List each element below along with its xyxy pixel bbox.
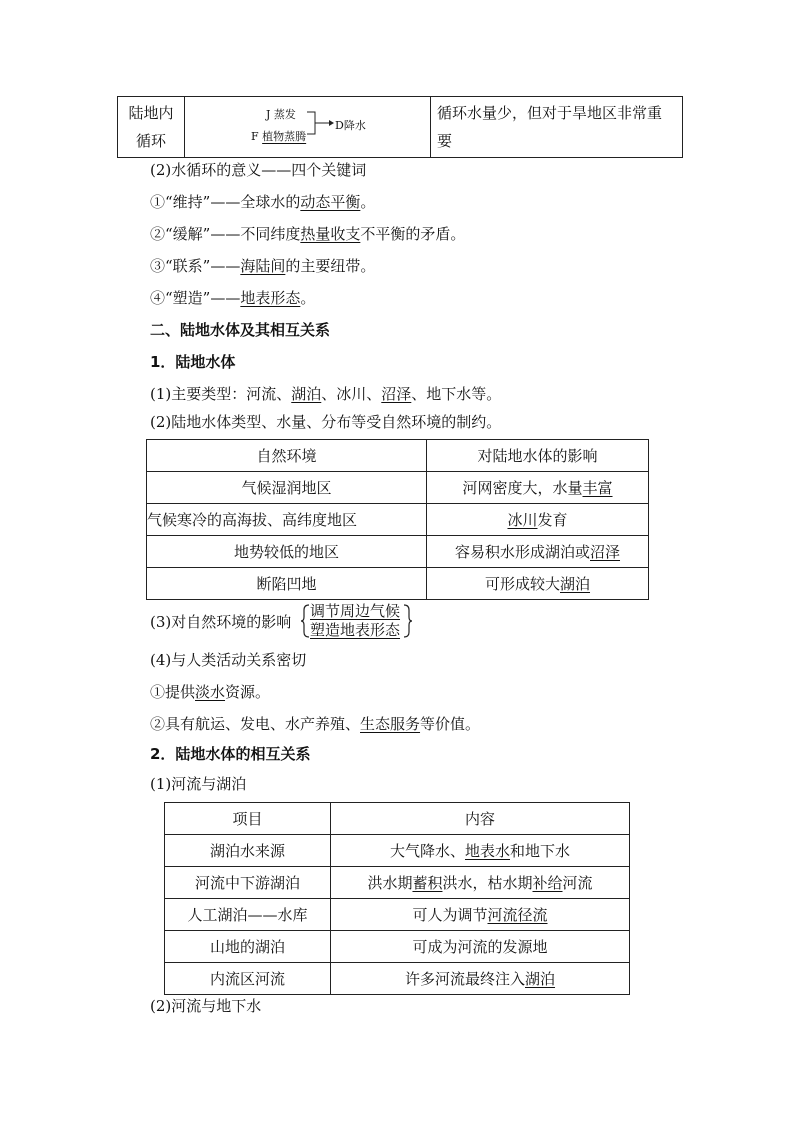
item-text: ①“维持”——全球水的 [150,193,301,211]
table-cell: 地势较低的地区 [147,536,427,568]
item-text: ②“缓解”——不同纬度 [150,225,301,243]
table-cell [331,899,630,931]
table-row [147,536,649,568]
key-term: 湖泊 [525,970,556,988]
column-header: 自然环境 [147,440,427,472]
significance-item-2 [150,224,465,244]
key-term: 湖泊 [560,575,591,593]
table-cell: 河流中下游湖泊 [165,867,331,899]
table-row [147,568,649,600]
cycle-description-cell [431,97,683,158]
table-row [118,97,683,158]
item-text: ③“联系”—— [150,257,241,275]
cell-text: 可人为调节 [412,906,488,924]
cell-text: 和地下水 [510,842,571,860]
diagram-transpiration-row [251,128,306,144]
impact-lead: (3)对自然环境的影响 [150,613,292,631]
table-cell [331,835,630,867]
key-term: 地表形态 [240,289,301,307]
key-term: 补给 [532,874,563,892]
item-text: 的主要纽带。 [285,257,376,275]
column-header: 对陆地水体的影响 [427,440,649,472]
impact-items [310,602,400,640]
subsection-title: 1．陆地水体 [150,353,236,371]
river-groundwater-heading: (2)河流与地下水 [150,997,262,1015]
table-cell: 断陷凹地 [147,568,427,600]
table-row [165,963,630,995]
diagram-evaporation: J 蒸发 [266,108,296,121]
significance-item-4 [150,288,315,308]
table-row [165,867,630,899]
key-term: 丰富 [582,479,613,497]
key-term: 沼泽 [590,543,621,561]
table-cell: 湖泊水来源 [165,835,331,867]
cell-text: 可成为河流的发源地 [412,938,548,956]
cycle-label-line1: 陆地内 [128,104,174,122]
item-text: ①提供 [150,683,196,701]
table-row [165,835,630,867]
human-heading: (4)与人类活动关系密切 [150,651,307,669]
item-text: 资源。 [225,683,271,701]
table-cell [331,931,630,963]
item-text: 、冰川、 [321,385,382,403]
river-lake-heading: (1)河流与湖泊 [150,775,247,793]
table-cell [427,504,649,536]
key-term: 冰川 [507,511,538,529]
cell-text: 可形成较大 [484,575,560,593]
right-brace-icon [403,604,413,638]
human-item-1 [150,682,270,702]
cell-text: 容易积水形成湖泊或 [454,543,590,561]
table-cell [331,867,630,899]
key-term: 热量收支 [300,225,361,243]
key-term: 淡水 [195,683,226,701]
cell-text: 许多河流最终注入 [404,970,525,988]
table-cell: 山地的湖泊 [165,931,331,963]
item-text: 等价值。 [420,715,481,733]
table-cell [427,472,649,504]
cell-text: 发育 [537,511,568,529]
item-text: ②具有航运、发电、水产养殖、 [150,715,361,733]
human-item-2 [150,714,480,734]
main-types [150,384,501,404]
cell-text: 河网密度大，水量 [462,479,583,497]
item-text: (1)主要类型：河流、 [150,385,292,403]
table-cell [331,963,630,995]
table-cell [427,568,649,600]
key-term: 海陆间 [240,257,286,275]
table-cell [427,536,649,568]
item-text: 不平衡的矛盾。 [360,225,466,243]
table-row [165,931,630,963]
key-term: 生态服务 [360,715,421,733]
key-term: 湖泊 [291,385,322,403]
diagram-transpiration-prefix: F [251,130,263,143]
key-term: 地表水 [464,842,510,860]
column-header: 项目 [165,803,331,835]
nature-environment-table [146,439,649,600]
item-text: 。 [360,193,376,211]
impact-item-climate: 调节周边气候 [310,602,401,620]
significance-item-1 [150,192,375,212]
subsection-title: 2．陆地水体的相互关系 [150,745,311,763]
constraint-text: (2)陆地水体类型、水量、分布等受自然环境的制约。 [150,413,502,431]
cycle-description-line1: 循环水量少，但对于旱地区非常重 [437,104,663,122]
table-row [165,899,630,931]
cell-text: 河流 [562,874,593,892]
key-term: 河流径流 [487,906,548,924]
table-cell: 人工湖泊——水库 [165,899,331,931]
cycle-label-cell [118,97,185,158]
table-row [147,472,649,504]
land-cycle-table [117,96,683,158]
table-header-row [147,440,649,472]
cycle-diagram-cell [185,97,431,158]
diagram-bracket-arrow-icon [305,109,335,139]
significance-item-3 [150,256,375,276]
river-lake-table [164,802,630,995]
cycle-description-line2: 要 [437,132,453,150]
key-term: 蓄积 [412,874,443,892]
table-cell: 气候湿润地区 [147,472,427,504]
item-text: ④“塑造”—— [150,289,241,307]
item-text: 。 [300,289,316,307]
section-title: 二、陆地水体及其相互关系 [150,321,331,339]
diagram-transpiration: 植物蒸腾 [262,130,307,143]
item-text: 、地下水等。 [411,385,502,403]
column-header: 内容 [331,803,630,835]
cycle-label-line2: 循环 [135,132,166,150]
table-cell: 内流区河流 [165,963,331,995]
key-term: 动态平衡 [300,193,361,211]
diagram-precipitation: D降水 [335,119,366,132]
table-cell: 气候寒冷的高海拔、高纬度地区 [147,504,427,536]
cell-text: 洪水期 [367,874,413,892]
key-term: 沼泽 [381,385,412,403]
impact-item-landform: 塑造地表形态 [310,621,401,639]
table-header-row [165,803,630,835]
left-brace-icon [300,604,310,638]
significance-heading: (2)水循环的意义——四个关键词 [150,161,367,179]
cell-text: 大气降水、 [389,842,465,860]
table-row [147,504,649,536]
cell-text: 洪水，枯水期 [442,874,533,892]
